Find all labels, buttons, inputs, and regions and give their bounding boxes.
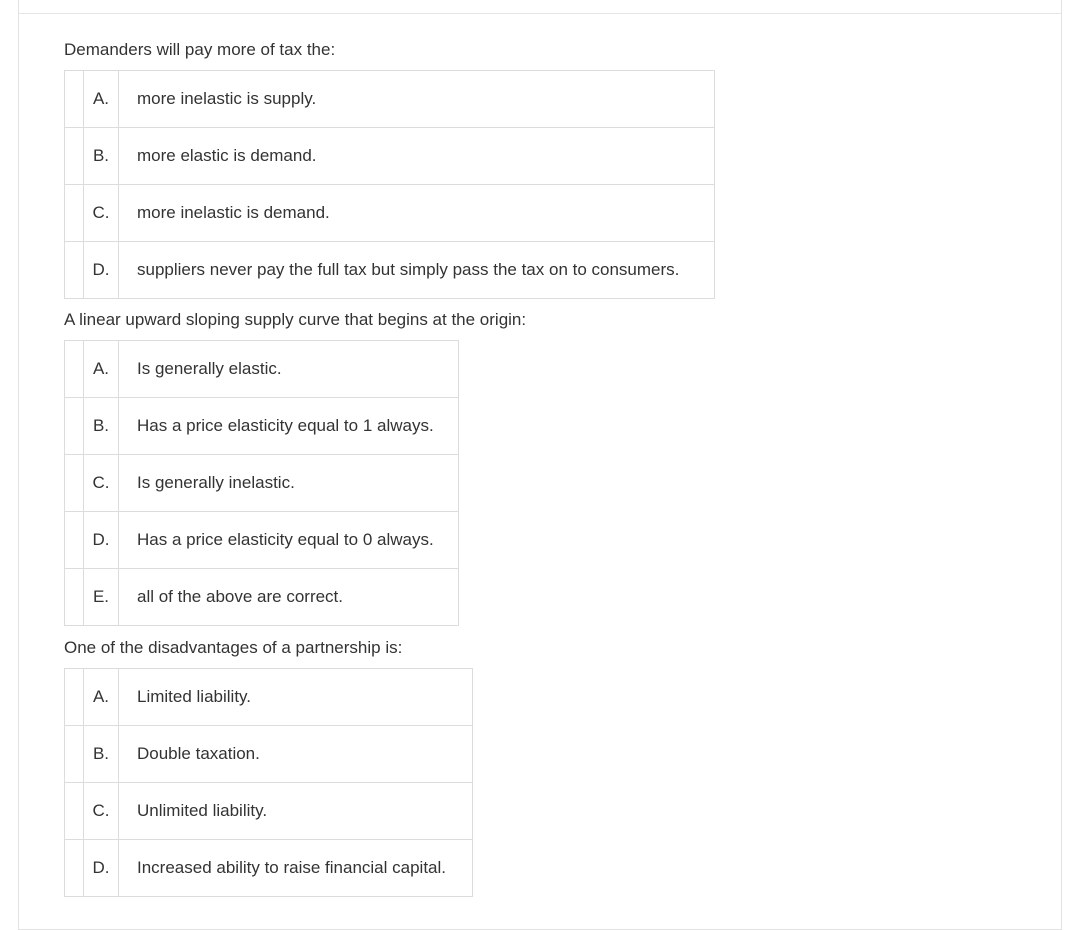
option-row-b[interactable] — [65, 726, 473, 783]
option-gutter — [65, 569, 84, 626]
option-gutter — [65, 512, 84, 569]
option-row-b[interactable] — [65, 128, 715, 185]
option-gutter — [65, 783, 84, 840]
option-text: Unlimited liability. — [119, 783, 473, 840]
options-table — [64, 70, 715, 299]
option-letter: C. — [84, 455, 119, 512]
question-1 — [64, 40, 715, 299]
option-text: more inelastic is supply. — [119, 71, 715, 128]
option-letter: A. — [84, 669, 119, 726]
option-gutter — [65, 128, 84, 185]
option-letter: A. — [84, 341, 119, 398]
options-table — [64, 668, 473, 897]
top-divider — [19, 13, 1061, 14]
option-row-d[interactable] — [65, 512, 459, 569]
option-letter: D. — [84, 512, 119, 569]
question-2 — [64, 310, 526, 626]
option-text: all of the above are correct. — [119, 569, 459, 626]
option-row-e[interactable] — [65, 569, 459, 626]
option-text: more inelastic is demand. — [119, 185, 715, 242]
option-gutter — [65, 341, 84, 398]
option-row-a[interactable] — [65, 71, 715, 128]
question-3 — [64, 638, 473, 897]
option-letter: E. — [84, 569, 119, 626]
option-row-c[interactable] — [65, 455, 459, 512]
option-letter: B. — [84, 128, 119, 185]
question-prompt: One of the disadvantages of a partnership is: — [64, 638, 403, 657]
question-prompt: A linear upward sloping supply curve that begins at the origin: — [64, 310, 527, 329]
document-page — [18, 0, 1062, 930]
option-text: Has a price elasticity equal to 0 always. — [119, 512, 459, 569]
option-row-a[interactable] — [65, 341, 459, 398]
option-letter: D. — [84, 840, 119, 897]
option-gutter — [65, 726, 84, 783]
option-gutter — [65, 71, 84, 128]
option-row-c[interactable] — [65, 783, 473, 840]
option-text: Is generally inelastic. — [119, 455, 459, 512]
option-text: Limited liability. — [119, 669, 473, 726]
option-gutter — [65, 242, 84, 299]
option-gutter — [65, 840, 84, 897]
options-table — [64, 340, 459, 626]
option-text: Double taxation. — [119, 726, 473, 783]
option-letter: C. — [84, 783, 119, 840]
option-letter: A. — [84, 71, 119, 128]
option-text: suppliers never pay the full tax but simply pass the tax on to consumers. — [119, 242, 715, 299]
question-prompt: Demanders will pay more of tax the: — [64, 40, 336, 59]
option-row-d[interactable] — [65, 840, 473, 897]
option-letter: D. — [84, 242, 119, 299]
option-gutter — [65, 185, 84, 242]
option-row-d[interactable] — [65, 242, 715, 299]
option-text: Is generally elastic. — [119, 341, 459, 398]
option-gutter — [65, 455, 84, 512]
option-text: more elastic is demand. — [119, 128, 715, 185]
option-text: Has a price elasticity equal to 1 always. — [119, 398, 459, 455]
option-letter: B. — [84, 398, 119, 455]
option-letter: C. — [84, 185, 119, 242]
option-row-b[interactable] — [65, 398, 459, 455]
option-row-c[interactable] — [65, 185, 715, 242]
option-row-a[interactable] — [65, 669, 473, 726]
option-gutter — [65, 669, 84, 726]
option-text: Increased ability to raise financial capital. — [119, 840, 473, 897]
option-letter: B. — [84, 726, 119, 783]
option-gutter — [65, 398, 84, 455]
